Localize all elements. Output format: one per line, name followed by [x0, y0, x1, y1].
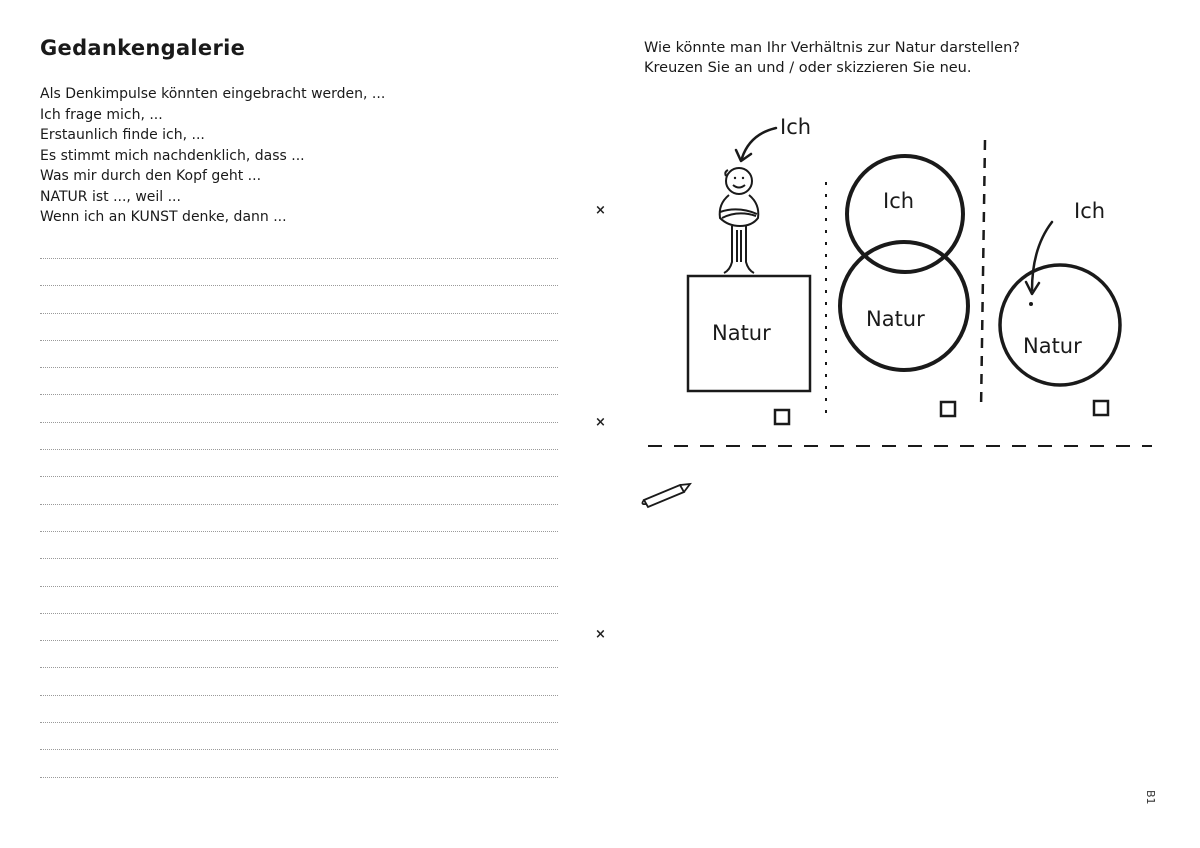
fold-mark: × — [595, 203, 606, 218]
prompt-item: Wenn ich an KUNST denke, dann ... — [40, 209, 287, 225]
option-3-natur-label: Natur — [1023, 334, 1082, 358]
prompt-item: Es stimmt mich nachdenklich, dass ... — [40, 147, 305, 164]
ich-dot-icon — [1029, 302, 1033, 306]
option-2-ich-label: Ich — [883, 189, 915, 213]
prompt-item: Als Denkimpulse könnten eingebracht werden, ... — [40, 86, 386, 102]
option-3-ich-label: Ich — [1074, 199, 1106, 223]
writing-line[interactable] — [40, 340, 558, 367]
natur-circle-icon — [840, 242, 968, 370]
writing-line[interactable] — [40, 558, 558, 585]
stick-figure-icon — [720, 168, 759, 273]
option-3-checkbox[interactable] — [1094, 401, 1108, 415]
option-1-ich-label: Ich — [780, 115, 812, 139]
prompt-item: Was mir durch den Kopf geht ... — [40, 168, 262, 184]
natur-circle-icon — [1000, 265, 1120, 385]
writing-line[interactable] — [40, 449, 558, 476]
writing-lines[interactable] — [40, 258, 558, 804]
writing-line[interactable] — [40, 285, 558, 312]
writing-line[interactable] — [40, 722, 558, 749]
arrow-icon — [742, 128, 776, 158]
option-2-checkbox[interactable] — [941, 402, 955, 416]
page-title: Gedankengalerie — [40, 36, 246, 60]
writing-line[interactable] — [40, 640, 558, 667]
writing-line[interactable] — [40, 531, 558, 558]
right-page — [600, 0, 1200, 848]
option-1-illustration — [688, 115, 811, 424]
option-1-checkbox[interactable] — [775, 410, 789, 424]
writing-line[interactable] — [40, 422, 558, 449]
writing-line[interactable] — [40, 313, 558, 340]
option-2-natur-label: Natur — [866, 307, 925, 331]
prompt-item: NATUR ist ..., weil ... — [40, 188, 181, 205]
prompt-item: Erstaunlich finde ich, ... — [40, 127, 205, 143]
writing-line[interactable] — [40, 749, 558, 776]
prompt-item: Ich frage mich, ... — [40, 106, 163, 123]
question-line: Kreuzen Sie an und / oder skizzieren Sie neu. — [644, 60, 972, 76]
prompt-list — [40, 84, 385, 228]
writing-line[interactable] — [40, 504, 558, 531]
writing-line[interactable] — [40, 586, 558, 613]
option-1-natur-label: Natur — [712, 321, 771, 345]
writing-line[interactable] — [40, 667, 558, 694]
writing-line[interactable] — [40, 613, 558, 640]
option-2-illustration — [840, 156, 968, 416]
question-line: Wie könnte man Ihr Verhältnis zur Natur darstellen? — [644, 40, 1020, 56]
pencil-icon — [642, 484, 690, 507]
writing-line[interactable] — [40, 695, 558, 722]
page-number: B1 — [1144, 790, 1157, 805]
writing-line[interactable] — [40, 258, 558, 285]
fold-mark: × — [595, 627, 606, 642]
relationship-diagram — [600, 0, 1200, 848]
option-3-illustration — [1000, 199, 1120, 415]
separator-line — [981, 140, 985, 410]
writing-line[interactable] — [40, 777, 558, 804]
writing-line[interactable] — [40, 394, 558, 421]
writing-line[interactable] — [40, 476, 558, 503]
arrow-icon — [1032, 222, 1052, 290]
fold-mark: × — [595, 415, 606, 430]
writing-line[interactable] — [40, 367, 558, 394]
